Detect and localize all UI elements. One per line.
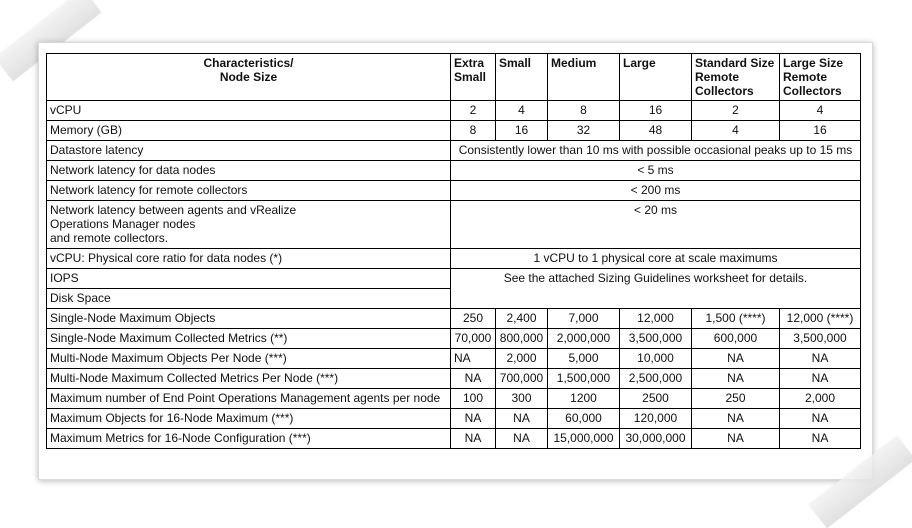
- cell-large: 2500: [620, 389, 692, 409]
- header-large: Large: [620, 54, 692, 101]
- header-large-remote-collectors: Large Size Remote Collectors: [780, 54, 861, 101]
- row-label: Network latency for remote collectors: [47, 181, 451, 201]
- sizing-table: [46, 53, 861, 449]
- cell-merged-value: < 5 ms: [451, 161, 861, 181]
- cell-medium: 2,000,000: [548, 329, 620, 349]
- cell-standard-rc: 2: [692, 101, 780, 121]
- cell-large-rc: 4: [780, 101, 861, 121]
- cell-merged-value: See the attached Sizing Guidelines worksheet for details.: [451, 269, 861, 309]
- cell-large-rc: 12,000 (****): [780, 309, 861, 329]
- cell-large-rc: 3,500,000: [780, 329, 861, 349]
- cell-standard-rc: NA: [692, 409, 780, 429]
- cell-large-rc: 2,000: [780, 389, 861, 409]
- cell-extra-small: 100: [451, 389, 496, 409]
- cell-medium: 60,000: [548, 409, 620, 429]
- cell-merged-value: Consistently lower than 10 ms with possible occasional peaks up to 15 ms: [451, 141, 861, 161]
- cell-large: 10,000: [620, 349, 692, 369]
- cell-large: 120,000: [620, 409, 692, 429]
- cell-medium: 1200: [548, 389, 620, 409]
- row-max-objects-16-node: [47, 409, 861, 429]
- row-label: Maximum Objects for 16-Node Maximum (***): [47, 409, 451, 429]
- row-label: vCPU: [47, 101, 451, 121]
- row-memory: [47, 121, 861, 141]
- row-network-latency-remote-collectors: [47, 181, 861, 201]
- cell-standard-rc: 1,500 (****): [692, 309, 780, 329]
- cell-small: NA: [496, 429, 548, 449]
- cell-standard-rc: 4: [692, 121, 780, 141]
- row-multi-node-max-objects: [47, 349, 861, 369]
- cell-extra-small: NA: [451, 429, 496, 449]
- cell-large: 48: [620, 121, 692, 141]
- row-datastore-latency: [47, 141, 861, 161]
- sizing-table-card: [38, 42, 873, 480]
- cell-large-rc: NA: [780, 369, 861, 389]
- row-label: IOPS: [47, 269, 451, 289]
- cell-extra-small: NA: [451, 349, 496, 369]
- row-single-node-max-metrics: [47, 329, 861, 349]
- row-label: Datastore latency: [47, 141, 451, 161]
- header-medium: Medium: [548, 54, 620, 101]
- cell-extra-small: 250: [451, 309, 496, 329]
- cell-large-rc: NA: [780, 349, 861, 369]
- cell-small: 300: [496, 389, 548, 409]
- row-core-ratio: [47, 249, 861, 269]
- cell-standard-rc: 250: [692, 389, 780, 409]
- cell-standard-rc: 600,000: [692, 329, 780, 349]
- cell-extra-small: 8: [451, 121, 496, 141]
- header-standard-remote-collectors: Standard Size Remote Collectors: [692, 54, 780, 101]
- row-label: Network latency between agents and vRealize Operations Manager nodes and remote collectors.: [47, 201, 451, 249]
- row-iops: [47, 269, 861, 289]
- cell-standard-rc: NA: [692, 429, 780, 449]
- row-label: Memory (GB): [47, 121, 451, 141]
- cell-large: 30,000,000: [620, 429, 692, 449]
- header-extra-small: Extra Small: [451, 54, 496, 101]
- cell-large: 12,000: [620, 309, 692, 329]
- cell-small: 800,000: [496, 329, 548, 349]
- row-label: Maximum Metrics for 16-Node Configuration (***): [47, 429, 451, 449]
- cell-standard-rc: NA: [692, 349, 780, 369]
- header-characteristics: [47, 54, 451, 101]
- header-row: [47, 54, 861, 101]
- row-label: Multi-Node Maximum Collected Metrics Per Node (***): [47, 369, 451, 389]
- cell-small: 700,000: [496, 369, 548, 389]
- cell-small: NA: [496, 409, 548, 429]
- row-multi-node-max-metrics: [47, 369, 861, 389]
- row-label: Maximum number of End Point Operations Management agents per node: [47, 389, 451, 409]
- header-characteristics-label: Characteristics/: [203, 56, 294, 70]
- cell-small: 4: [496, 101, 548, 121]
- cell-extra-small: NA: [451, 369, 496, 389]
- cell-medium: 15,000,000: [548, 429, 620, 449]
- row-label: Multi-Node Maximum Objects Per Node (***): [47, 349, 451, 369]
- row-single-node-max-objects: [47, 309, 861, 329]
- cell-small: 16: [496, 121, 548, 141]
- cell-extra-small: 2: [451, 101, 496, 121]
- row-label: Network latency for data nodes: [47, 161, 451, 181]
- cell-extra-small: 70,000: [451, 329, 496, 349]
- row-max-metrics-16-node: [47, 429, 861, 449]
- row-label: Disk Space: [47, 289, 451, 309]
- header-small: Small: [496, 54, 548, 101]
- cell-medium: 32: [548, 121, 620, 141]
- cell-small: 2,000: [496, 349, 548, 369]
- row-label: vCPU: Physical core ratio for data nodes (*): [47, 249, 451, 269]
- cell-merged-value: 1 vCPU to 1 physical core at scale maximums: [451, 249, 861, 269]
- cell-large-rc: NA: [780, 409, 861, 429]
- cell-medium: 8: [548, 101, 620, 121]
- header-node-size-label: Node Size: [219, 70, 278, 84]
- row-network-latency-agents: [47, 201, 861, 249]
- cell-medium: 1,500,000: [548, 369, 620, 389]
- cell-large: 3,500,000: [620, 329, 692, 349]
- cell-medium: 7,000: [548, 309, 620, 329]
- cell-large-rc: NA: [780, 429, 861, 449]
- row-label: Single-Node Maximum Objects: [47, 309, 451, 329]
- cell-large: 16: [620, 101, 692, 121]
- cell-standard-rc: NA: [692, 369, 780, 389]
- cell-merged-value: < 200 ms: [451, 181, 861, 201]
- cell-small: 2,400: [496, 309, 548, 329]
- row-label: Single-Node Maximum Collected Metrics (**): [47, 329, 451, 349]
- cell-medium: 5,000: [548, 349, 620, 369]
- row-network-latency-data-nodes: [47, 161, 861, 181]
- row-epo-agents-per-node: [47, 389, 861, 409]
- cell-merged-value: < 20 ms: [451, 201, 861, 249]
- cell-large: 2,500,000: [620, 369, 692, 389]
- cell-large-rc: 16: [780, 121, 861, 141]
- row-vcpu: [47, 101, 861, 121]
- cell-extra-small: NA: [451, 409, 496, 429]
